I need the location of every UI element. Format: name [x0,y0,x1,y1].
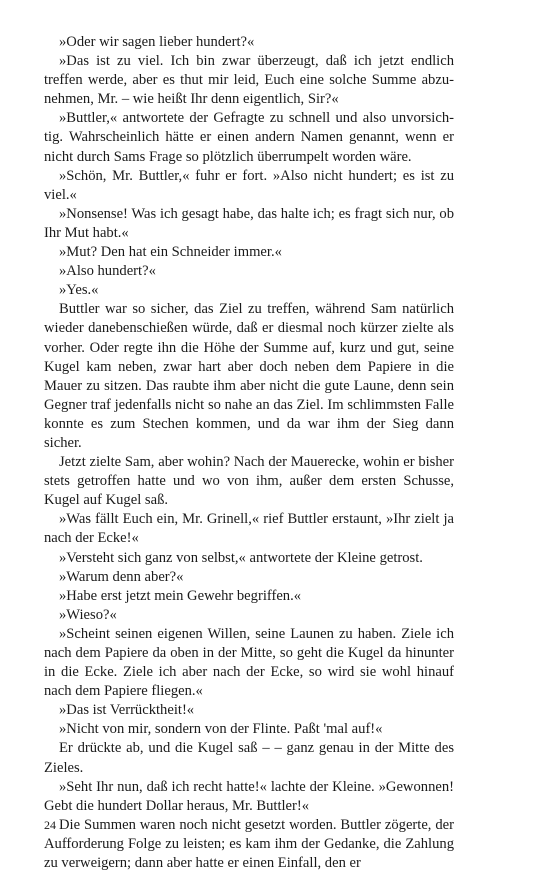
paragraph: »Nicht von mir, sondern von der Flinte. Paßt 'mal auf!« [59,721,383,738]
paragraph: »Schön, Mr. Buttler,« fuhr er fort. »Also nicht hundert; es ist zu viel.« [44,167,454,203]
paragraph: »Das ist Verrücktheit!« [59,702,195,719]
page-text [44,33,454,873]
paragraph: »Mut? Den hat ein Schneider immer.« [59,244,282,261]
paragraph: Die Summen waren noch nicht gesetzt worden. Buttler zögerte, der Aufforderung Folge zu leisten; es kam ihm der Gedanke, die Zahlung zu verweigern; dann aber hatte er einen Einfall, den er [44,816,454,872]
paragraph: Buttler war so sicher, das Ziel zu treffen, während Sam natürlich wieder danebenschießen würde, daß er diesmal noch kürzer zielte als vorher. Oder regte ihn die Höhe der Summe auf, kurz und gut, seine Kugel kam neben, zwar hart aber doch neben dem Papiere in die Mauer zu sitzen. Das raubte ihm aber nicht die gute Laune, denn sein Gegner traf jedenfalls nicht so nahe an das Ziel. Im schlimmsten Falle konnte es zum Stechen kommen, und da war ihm der Sieg dann sicher. [44,301,454,451]
page-number: 24 [44,818,56,832]
paragraph: »Versteht sich ganz von selbst,« antwortete der Kleine getrost. [59,549,423,566]
paragraph: »Was fällt Euch ein, Mr. Grinell,« rief Buttler erstaunt, »Ihr zielt ja nach der Ecke!« [44,511,454,547]
paragraph: »Buttler,« antwortete der Gefragte zu schnell und also unvorsichtig. Wahrscheinlich hätte er einen andern Namen genannt, wenn er nicht durch Sams Frage so plötzlich überrumpelt worden wäre. [44,110,454,165]
paragraph: »Scheint seinen eigenen Willen, seine Launen zu haben. Ziele ich nach dem Papiere da oben in der Mitte, so geht die Kugel da hinunter in die Ecke. Ziele ich aber nach der Ecke, so wird sie wohl hinauf nach dem Papiere fliegen.« [44,625,454,700]
paragraph: Jetzt zielte Sam, aber wohin? Nach der Mauerecke, wohin er bisher stets getroffen hatte und wo von ihm, außer dem ersten Schusse, Kugel auf Kugel saß. [44,454,454,509]
paragraph: »Yes.« [59,282,99,299]
paragraph: »Warum denn aber?« [59,568,184,585]
paragraph: »Das ist zu viel. Ich bin zwar überzeugt, daß ich jetzt endlich treffen werde, aber es thut mir leid, Euch eine solche Summe abzunehmen, Mr. – wie heißt Ihr denn eigentlich, Sir?« [44,53,454,108]
paragraph: »Oder wir sagen lieber hundert?« [59,34,255,50]
paragraph: »Seht Ihr nun, daß ich recht hatte!« lachte der Kleine. »Gewonnen! Gebt die hundert Dollar heraus, Mr. Buttler!« [44,778,454,814]
paragraph: »Habe erst jetzt mein Gewehr begriffen.« [59,587,302,604]
paragraph: Er drückte ab, und die Kugel saß – – ganz genau in der Mitte des Zieles. [44,740,454,776]
paragraph: »Also hundert?« [59,263,156,280]
paragraph: »Nonsense! Was ich gesagt habe, das halte ich; es fragt sich nur, ob Ihr Mut habt.« [44,205,454,241]
paragraph: »Wieso?« [59,606,117,623]
